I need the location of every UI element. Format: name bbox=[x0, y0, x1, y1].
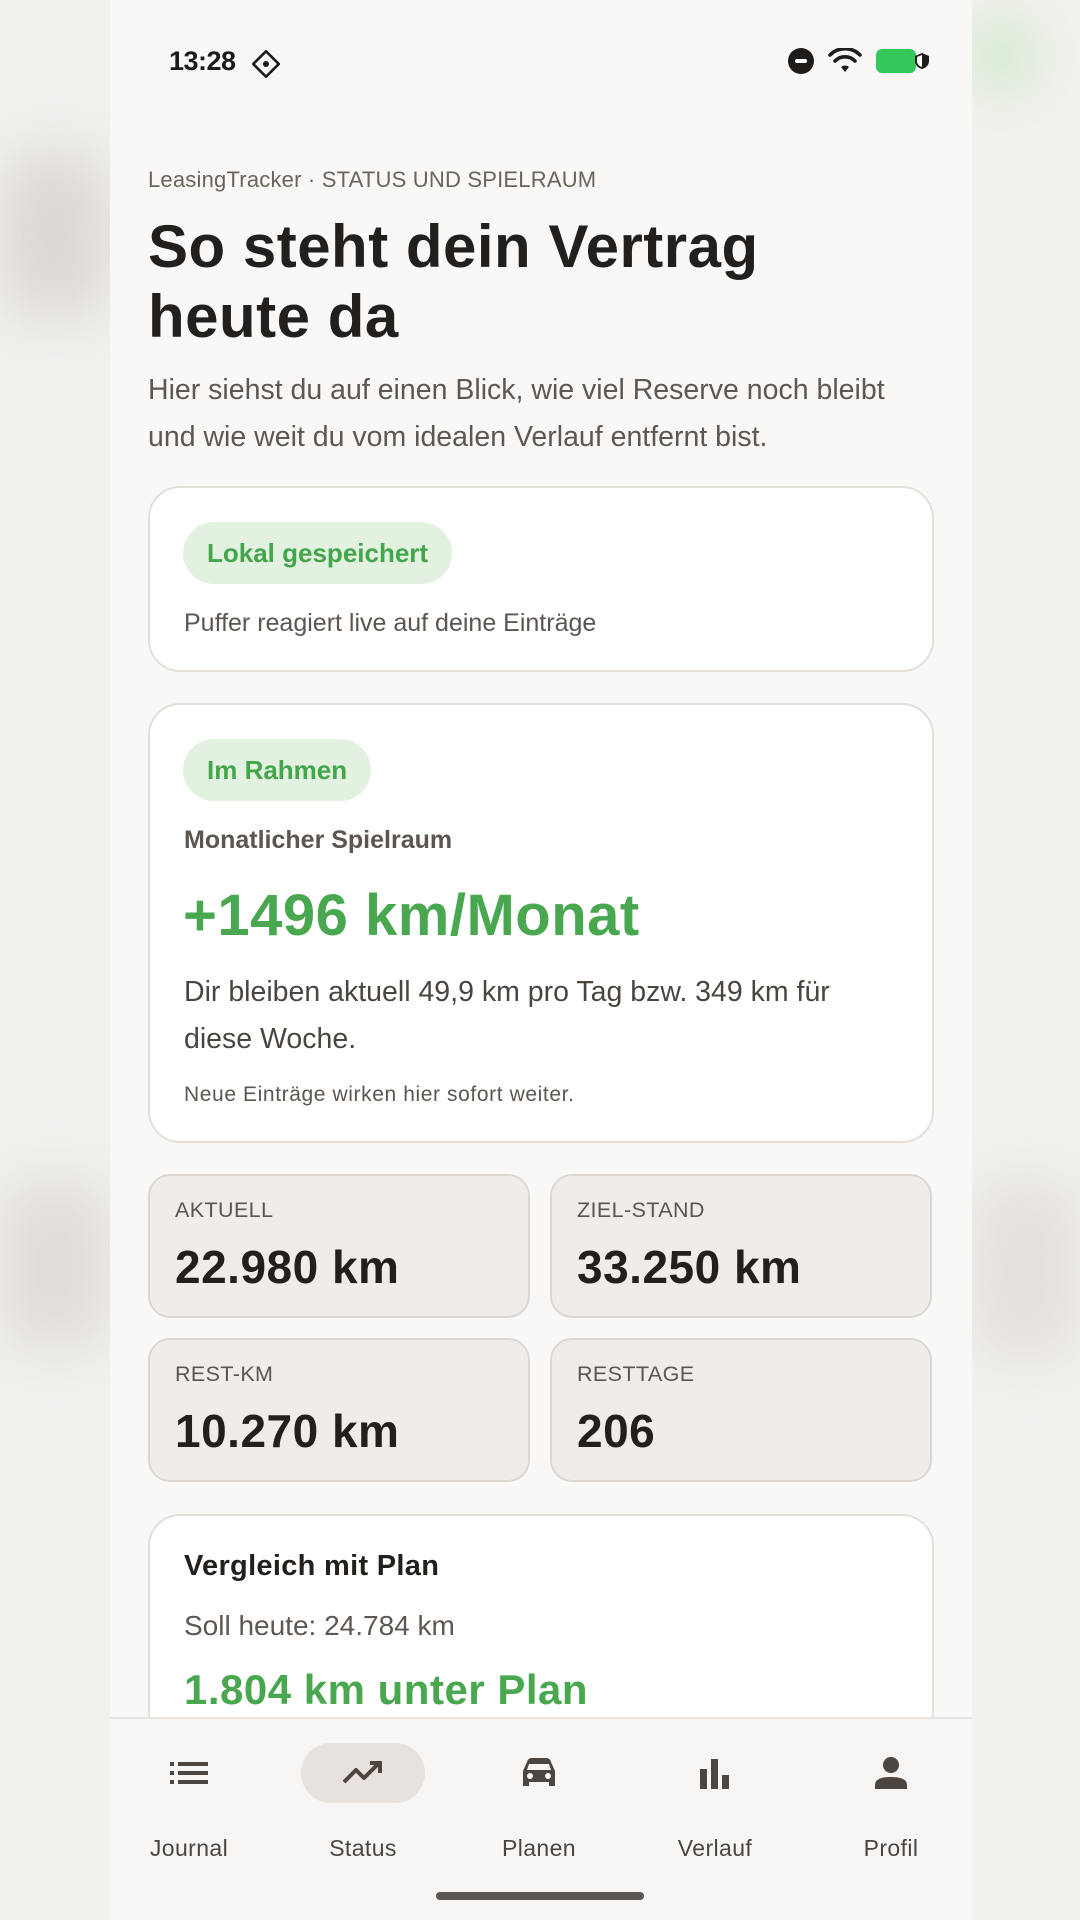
nav-journal[interactable] bbox=[114, 1737, 264, 1861]
bottom-navigation bbox=[110, 1717, 972, 1920]
app-screen bbox=[110, 0, 972, 1920]
shield-icon bbox=[914, 52, 930, 70]
stat-remaining-days bbox=[550, 1338, 932, 1482]
stat-label: RESTTAGE bbox=[577, 1362, 695, 1386]
stat-target bbox=[550, 1174, 932, 1318]
page-subtitle: Hier siehst du auf einen Blick, wie viel Reserve noch bleibt und wie weit du vom idealen Verlauf entfernt bist. bbox=[148, 374, 885, 453]
stat-label: AKTUELL bbox=[175, 1198, 274, 1222]
stat-value: 22.980 km bbox=[175, 1241, 400, 1293]
stat-label: REST-KM bbox=[175, 1362, 274, 1386]
margin-description: Dir bleiben aktuell 49,9 km pro Tag bzw. 349 km für diese Woche. bbox=[184, 976, 830, 1055]
location-diamond-icon bbox=[252, 50, 280, 78]
trending-up-icon bbox=[342, 1760, 384, 1786]
nav-profil[interactable] bbox=[816, 1737, 966, 1861]
nav-label: Status bbox=[329, 1835, 397, 1861]
stat-label: ZIEL-STAND bbox=[577, 1198, 705, 1222]
nav-status[interactable] bbox=[288, 1737, 438, 1861]
nav-verlauf[interactable] bbox=[640, 1737, 790, 1861]
page-title: So steht dein Vertrag heute da bbox=[148, 213, 759, 350]
nav-icon-container bbox=[127, 1743, 251, 1803]
margin-label: Monatlicher Spielraum bbox=[184, 826, 453, 854]
battery-icon bbox=[876, 49, 916, 73]
person-icon bbox=[874, 1756, 908, 1790]
page-eyebrow: LeasingTracker · STATUS UND SPIELRAUM bbox=[148, 167, 597, 192]
storage-badge: Lokal gespeichert bbox=[183, 522, 452, 584]
status-time: 13:28 bbox=[169, 46, 236, 76]
do-not-disturb-icon bbox=[788, 48, 814, 74]
storage-note: Puffer reagiert live auf deine Einträge bbox=[184, 609, 597, 637]
nav-label: Journal bbox=[149, 1835, 229, 1861]
comparison-result: 1.804 km unter Plan bbox=[184, 1666, 589, 1713]
nav-planen[interactable] bbox=[464, 1737, 614, 1861]
nav-icon-container-active bbox=[301, 1743, 425, 1803]
nav-label: Profil bbox=[863, 1835, 919, 1861]
list-icon bbox=[169, 1758, 209, 1788]
bar-chart-icon bbox=[698, 1757, 732, 1789]
nav-icon-container bbox=[477, 1743, 601, 1803]
stat-value: 33.250 km bbox=[577, 1241, 802, 1293]
nav-icon-container bbox=[653, 1743, 777, 1803]
storage-card bbox=[148, 486, 934, 672]
comparison-title: Vergleich mit Plan bbox=[184, 1550, 440, 1582]
stat-remaining-km bbox=[148, 1338, 530, 1482]
wifi-icon bbox=[828, 48, 862, 74]
margin-value: +1496 km/Monat bbox=[183, 883, 640, 948]
stat-value: 10.270 km bbox=[175, 1405, 400, 1457]
car-icon bbox=[519, 1756, 559, 1790]
nav-label: Planen bbox=[501, 1835, 577, 1861]
status-bar bbox=[110, 0, 972, 130]
comparison-target: Soll heute: 24.784 km bbox=[184, 1610, 455, 1641]
margin-note: Neue Einträge wirken hier sofort weiter. bbox=[184, 1083, 575, 1106]
stat-current bbox=[148, 1174, 530, 1318]
status-badge: Im Rahmen bbox=[183, 739, 371, 801]
margin-card bbox=[148, 703, 934, 1143]
stat-value: 206 bbox=[577, 1405, 656, 1457]
nav-label: Verlauf bbox=[677, 1835, 753, 1861]
nav-icon-container bbox=[829, 1743, 953, 1803]
home-indicator[interactable] bbox=[436, 1892, 644, 1900]
